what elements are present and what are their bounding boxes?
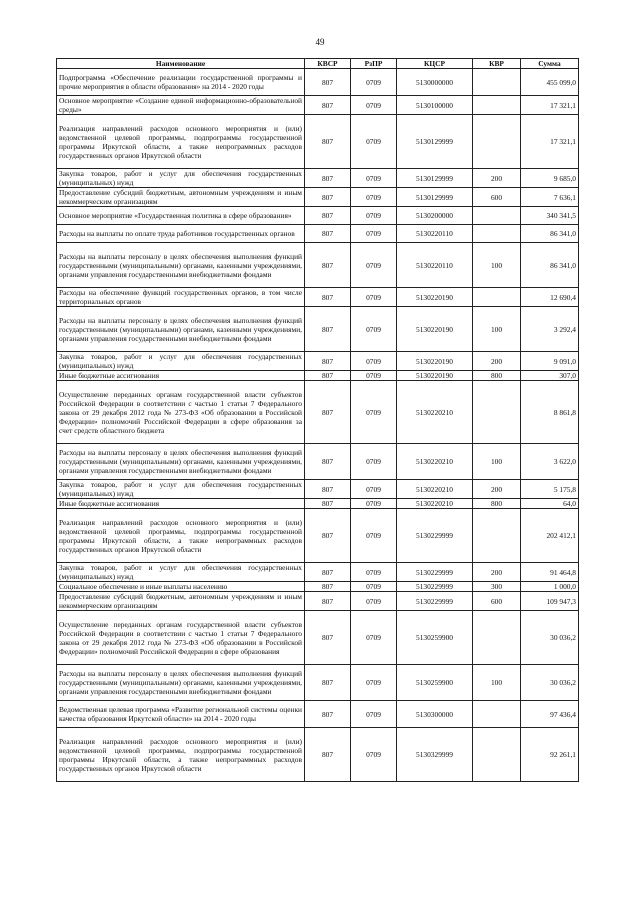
- cell-sum: 9 685,0: [521, 169, 579, 188]
- table-row: [57, 243, 579, 288]
- cell-rzpr: 0709: [351, 480, 397, 499]
- table-row: [57, 188, 579, 207]
- cell-name: Закупка товаров, работ и услуг для обеспечения государственных (муниципальных) нужд: [57, 563, 305, 582]
- cell-rzpr: 0709: [351, 288, 397, 307]
- cell-kvr: 100: [473, 444, 521, 480]
- cell-rzpr: 0709: [351, 509, 397, 563]
- header-name: Наименование: [57, 59, 305, 69]
- cell-name: Реализация направлений расходов основного мероприятия и (или) ведомственной целевой программы, подпрограммы государственной программы Иркутской области, а также непрограммных расходов государственных органов Иркутской области: [57, 728, 305, 782]
- cell-kvsr: 807: [305, 207, 351, 225]
- cell-kcsr: 5130129999: [397, 115, 473, 169]
- cell-kvr: 200: [473, 480, 521, 499]
- header-kvr: КВР: [473, 59, 521, 69]
- cell-kvr: 200: [473, 563, 521, 582]
- cell-name: Расходы на выплаты персоналу в целях обеспечения выполнения функций государственными (муниципальными) органами, казенными учреждениями, органами управления государственными внебюджетными фондами: [57, 444, 305, 480]
- cell-rzpr: 0709: [351, 225, 397, 243]
- cell-kvr: 300: [473, 582, 521, 592]
- cell-kcsr: 5130220110: [397, 225, 473, 243]
- cell-kcsr: 5130100000: [397, 96, 473, 115]
- cell-kvr: 200: [473, 352, 521, 371]
- cell-kvsr: 807: [305, 444, 351, 480]
- page-number: 49: [315, 37, 325, 47]
- cell-name: Ведомственная целевая программа «Развитие региональной системы оценки качества образования Иркутской области» на 2014 - 2020 годы: [57, 701, 305, 728]
- cell-rzpr: 0709: [351, 665, 397, 701]
- table-row: [57, 69, 579, 96]
- table-row: [57, 563, 579, 582]
- cell-sum: 1 000,0: [521, 582, 579, 592]
- table-body: [57, 69, 579, 782]
- cell-sum: 8 861,8: [521, 381, 579, 444]
- cell-kcsr: 5130220210: [397, 499, 473, 509]
- cell-kcsr: 5130229999: [397, 582, 473, 592]
- cell-name: Закупка товаров, работ и услуг для обеспечения государственных (муниципальных) нужд: [57, 480, 305, 499]
- cell-kvr: 100: [473, 307, 521, 352]
- table-row: [57, 592, 579, 611]
- cell-name: Осуществление переданных органам государственной власти субъектов Российской Федерации в соответствии с частью 1 статьи 7 Федерального закона от 29 декабря 2012 года № 273-ФЗ «Об образовании в Российской Федерации» полномочий Российской Федерации в сфере образования за счет средств областного бюджета: [57, 381, 305, 444]
- cell-kvsr: 807: [305, 96, 351, 115]
- cell-rzpr: 0709: [351, 207, 397, 225]
- table-row: [57, 371, 579, 381]
- table-row: [57, 701, 579, 728]
- cell-kvsr: 807: [305, 592, 351, 611]
- cell-kvsr: 807: [305, 307, 351, 352]
- cell-name: Иные бюджетные ассигнования: [57, 371, 305, 381]
- cell-kvr: [473, 115, 521, 169]
- cell-name: Закупка товаров, работ и услуг для обеспечения государственных (муниципальных) нужд: [57, 352, 305, 371]
- cell-kcsr: 5130220210: [397, 480, 473, 499]
- cell-sum: 17 321,1: [521, 115, 579, 169]
- cell-kvr: 600: [473, 188, 521, 207]
- cell-sum: 5 175,8: [521, 480, 579, 499]
- header-rzpr: РзПР: [351, 59, 397, 69]
- cell-kvsr: 807: [305, 115, 351, 169]
- cell-kvsr: 807: [305, 352, 351, 371]
- cell-sum: 30 036,2: [521, 665, 579, 701]
- cell-kcsr: 5130259900: [397, 611, 473, 665]
- cell-sum: 91 464,8: [521, 563, 579, 582]
- table-row: [57, 444, 579, 480]
- cell-sum: 86 341,0: [521, 225, 579, 243]
- cell-name: Реализация направлений расходов основного мероприятия и (или) ведомственной целевой программы, подпрограммы государственной программы Иркутской области, а также непрограммных расходов государственных органов Иркутской области: [57, 509, 305, 563]
- header-sum: Сумма: [521, 59, 579, 69]
- cell-kvr: [473, 96, 521, 115]
- cell-name: Социальное обеспечение и иные выплаты населению: [57, 582, 305, 592]
- cell-sum: 12 690,4: [521, 288, 579, 307]
- cell-name: Реализация направлений расходов основного мероприятия и (или) ведомственной целевой программы, подпрограммы государственной программы Иркутской области, а также непрограммных расходов государственных органов Иркутской области: [57, 115, 305, 169]
- cell-rzpr: 0709: [351, 499, 397, 509]
- cell-rzpr: 0709: [351, 381, 397, 444]
- cell-kvsr: 807: [305, 611, 351, 665]
- cell-sum: 30 036,2: [521, 611, 579, 665]
- cell-kvr: [473, 207, 521, 225]
- table-row: [57, 96, 579, 115]
- cell-sum: 97 436,4: [521, 701, 579, 728]
- table-row: [57, 728, 579, 782]
- cell-kcsr: 5130220210: [397, 381, 473, 444]
- cell-kcsr: 5130259900: [397, 665, 473, 701]
- cell-rzpr: 0709: [351, 592, 397, 611]
- cell-kvsr: 807: [305, 728, 351, 782]
- cell-rzpr: 0709: [351, 69, 397, 96]
- cell-sum: 3 292,4: [521, 307, 579, 352]
- cell-kvr: [473, 225, 521, 243]
- cell-kvsr: 807: [305, 665, 351, 701]
- cell-kvr: 600: [473, 592, 521, 611]
- cell-kvr: [473, 701, 521, 728]
- cell-rzpr: 0709: [351, 188, 397, 207]
- cell-kcsr: 5130220190: [397, 352, 473, 371]
- cell-sum: 3 622,0: [521, 444, 579, 480]
- cell-kvr: [473, 611, 521, 665]
- cell-name: Закупка товаров, работ и услуг для обеспечения государственных (муниципальных) нужд: [57, 169, 305, 188]
- cell-kvsr: 807: [305, 188, 351, 207]
- cell-kvr: [473, 728, 521, 782]
- table-row: [57, 115, 579, 169]
- cell-sum: 202 412,1: [521, 509, 579, 563]
- cell-sum: 9 091,0: [521, 352, 579, 371]
- cell-kcsr: 5130229999: [397, 592, 473, 611]
- budget-table: [56, 58, 579, 782]
- cell-kvsr: 807: [305, 701, 351, 728]
- cell-kcsr: 5130200000: [397, 207, 473, 225]
- cell-kvsr: 807: [305, 169, 351, 188]
- cell-sum: 455 099,0: [521, 69, 579, 96]
- cell-kcsr: 5130229999: [397, 563, 473, 582]
- table-row: [57, 225, 579, 243]
- cell-rzpr: 0709: [351, 96, 397, 115]
- cell-rzpr: 0709: [351, 582, 397, 592]
- cell-sum: 64,0: [521, 499, 579, 509]
- cell-rzpr: 0709: [351, 307, 397, 352]
- cell-kcsr: 5130000000: [397, 69, 473, 96]
- cell-kvr: 800: [473, 371, 521, 381]
- cell-kvsr: 807: [305, 381, 351, 444]
- table-row: [57, 665, 579, 701]
- cell-kvr: 800: [473, 499, 521, 509]
- cell-kvr: [473, 69, 521, 96]
- table-row: [57, 509, 579, 563]
- table-header-row: [57, 59, 579, 69]
- cell-sum: 92 261,1: [521, 728, 579, 782]
- table-row: [57, 307, 579, 352]
- table-row: [57, 288, 579, 307]
- table-row: [57, 169, 579, 188]
- table-row: [57, 499, 579, 509]
- cell-kcsr: 5130229999: [397, 509, 473, 563]
- table-row: [57, 480, 579, 499]
- cell-rzpr: 0709: [351, 371, 397, 381]
- cell-rzpr: 0709: [351, 243, 397, 288]
- cell-name: Предоставление субсидий бюджетным, автономным учреждениям и иным некоммерческим организациям: [57, 188, 305, 207]
- table-row: [57, 381, 579, 444]
- cell-kcsr: 5130220110: [397, 243, 473, 288]
- cell-rzpr: 0709: [351, 701, 397, 728]
- cell-name: Иные бюджетные ассигнования: [57, 499, 305, 509]
- cell-kcsr: 5130329999: [397, 728, 473, 782]
- cell-rzpr: 0709: [351, 444, 397, 480]
- cell-kcsr: 5130129999: [397, 169, 473, 188]
- cell-name: Расходы на выплаты персоналу в целях обеспечения выполнения функций государственными (муниципальными) органами, казенными учреждениями, органами управления государственными внебюджетными фондами: [57, 307, 305, 352]
- cell-sum: 86 341,0: [521, 243, 579, 288]
- cell-sum: 17 321,1: [521, 96, 579, 115]
- cell-kvr: 100: [473, 243, 521, 288]
- cell-kvsr: 807: [305, 480, 351, 499]
- cell-rzpr: 0709: [351, 169, 397, 188]
- cell-kvr: [473, 381, 521, 444]
- cell-kvsr: 807: [305, 243, 351, 288]
- cell-kvr: [473, 509, 521, 563]
- cell-kcsr: 5130220190: [397, 371, 473, 381]
- table-row: [57, 352, 579, 371]
- cell-kvr: [473, 288, 521, 307]
- cell-sum: 340 341,5: [521, 207, 579, 225]
- cell-name: Расходы на выплаты персоналу в целях обеспечения выполнения функций государственными (муниципальными) органами, казенными учреждениями, органами управления государственными внебюджетными фондами: [57, 665, 305, 701]
- cell-kcsr: 5130300000: [397, 701, 473, 728]
- cell-rzpr: 0709: [351, 115, 397, 169]
- cell-name: Расходы на выплаты персоналу в целях обеспечения выполнения функций государственными (муниципальными) органами, казенными учреждениями, органами управления государственными внебюджетными фондами: [57, 243, 305, 288]
- cell-kvsr: 807: [305, 371, 351, 381]
- cell-kvsr: 807: [305, 509, 351, 563]
- cell-kvsr: 807: [305, 499, 351, 509]
- header-kvsr: КВСР: [305, 59, 351, 69]
- cell-kvsr: 807: [305, 69, 351, 96]
- cell-kvsr: 807: [305, 288, 351, 307]
- cell-name: Расходы на обеспечение функций государственных органов, в том числе территориальных органов: [57, 288, 305, 307]
- cell-kvsr: 807: [305, 563, 351, 582]
- cell-kcsr: 5130220190: [397, 307, 473, 352]
- cell-rzpr: 0709: [351, 611, 397, 665]
- cell-name: Подпрограмма «Обеспечение реализации государственной программы и прочие мероприятия в области образования» на 2014 - 2020 годы: [57, 69, 305, 96]
- cell-sum: 7 636,1: [521, 188, 579, 207]
- table-row: [57, 611, 579, 665]
- table-row: [57, 207, 579, 225]
- cell-kcsr: 5130129999: [397, 188, 473, 207]
- cell-rzpr: 0709: [351, 352, 397, 371]
- cell-name: Осуществление переданных органам государственной власти субъектов Российской Федерации в соответствии с частью 1 статьи 7 Федерального закона от 29 декабря 2012 года № 273-ФЗ «Об образовании в Российской Федерации» полномочий Российской Федерации в сфере образования: [57, 611, 305, 665]
- cell-sum: 109 947,3: [521, 592, 579, 611]
- cell-kvr: 100: [473, 665, 521, 701]
- cell-kvsr: 807: [305, 225, 351, 243]
- cell-name: Расходы на выплаты по оплате труда работников государственных органов: [57, 225, 305, 243]
- cell-name: Основное мероприятие «Государственная политика в сфере образования»: [57, 207, 305, 225]
- cell-name: Предоставление субсидий бюджетным, автономным учреждениям и иным некоммерческим организациям: [57, 592, 305, 611]
- header-kcsr: КЦСР: [397, 59, 473, 69]
- cell-kcsr: 5130220210: [397, 444, 473, 480]
- table-row: [57, 582, 579, 592]
- cell-sum: 307,0: [521, 371, 579, 381]
- cell-name: Основное мероприятие «Создание единой информационно-образовательной среды»: [57, 96, 305, 115]
- cell-rzpr: 0709: [351, 728, 397, 782]
- cell-rzpr: 0709: [351, 563, 397, 582]
- cell-kvsr: 807: [305, 582, 351, 592]
- cell-kvr: 200: [473, 169, 521, 188]
- cell-kcsr: 5130220190: [397, 288, 473, 307]
